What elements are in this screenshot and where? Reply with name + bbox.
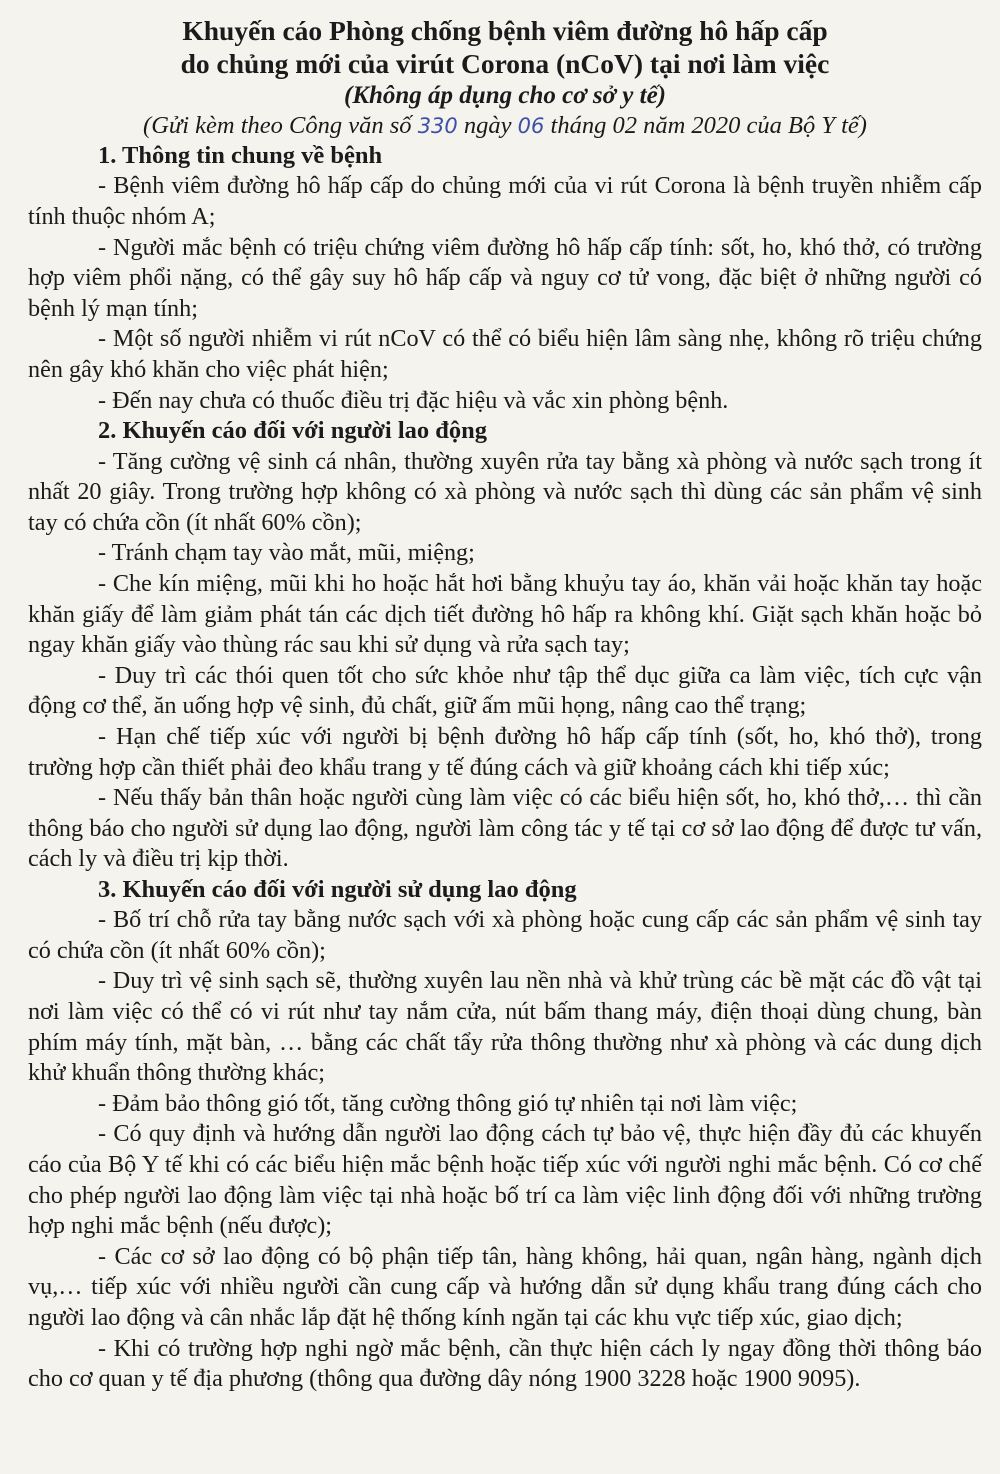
section-3	[28, 875, 982, 1395]
document-title-line2: do chủng mới của virút Corona (nCoV) tại nơi làm việc	[180, 48, 830, 79]
section-heading: 3. Khuyến cáo đối với người sử dụng lao động	[98, 875, 577, 903]
note-prefix: (Gửi kèm theo Công văn số	[143, 112, 412, 139]
paragraph: - Duy trì vệ sinh sạch sẽ, thường xuyên lau nền nhà và khử trùng các bề mặt các đồ vật tại nơi làm việc có thể có vi rút như tay nắm cửa, nút bấm thang máy, điện thoại dùng chung, bàn phím máy tính, mặt bàn, … bằng các chất tẩy rửa thông thường như xà phòng và các dung dịch khử khuẩn thông thường khác;	[28, 967, 982, 1087]
paragraph: - Có quy định và hướng dẫn người lao động cách tự bảo vệ, thực hiện đầy đủ các khuyến cáo của Bộ Y tế khi có các biểu hiện mắc bệnh hoặc tiếp xúc với người nghi mắc bệnh. Có cơ chế cho phép người lao động làm việc tại nhà hoặc bố trí ca làm việc linh động đối với những trường hợp nghi mắc bệnh (nếu được);	[28, 1120, 982, 1240]
note-suffix: tháng 02 năm 2020 của Bộ Y tế)	[550, 112, 867, 139]
paragraph: - Khi có trường hợp nghi ngờ mắc bệnh, cần thực hiện cách ly ngay đồng thời thông báo cho cơ quan y tế địa phương (thông qua đường dây nóng 1900 3228 hoặc 1900 9095).	[28, 1334, 982, 1393]
paragraph: - Người mắc bệnh có triệu chứng viêm đường hô hấp cấp tính: sốt, ho, khó thở, có trường hợp viêm phổi nặng, có thể gây suy hô hấp cấp và nguy cơ tử vong, đặc biệt ở những người có bệnh lý mạn tính;	[28, 233, 982, 322]
paragraph: - Che kín miệng, mũi khi ho hoặc hắt hơi bằng khuỷu tay áo, khăn vải hoặc khăn tay hoặc khăn giấy để làm giảm phát tán các dịch tiết đường hô hấp ra không khí. Giặt sạch khăn hoặc bỏ ngay khăn giấy vào thùng rác sau khi sử dụng và rửa sạch tay;	[28, 569, 982, 659]
paragraph: - Các cơ sở lao động có bộ phận tiếp tân, hàng không, hải quan, ngân hàng, ngành dịch vụ,… tiếp xúc với nhiều người cần cung cấp và hướng dẫn sử dụng khẩu trang đúng cách cho người lao động và cân nhắc lắp đặt hệ thống kính ngăn tại các khu vực tiếp xúc, giao dịch;	[28, 1242, 982, 1331]
document-reference-note	[28, 111, 982, 141]
section-heading: 2. Khuyến cáo đối với người lao động	[98, 417, 487, 445]
section-2	[28, 416, 982, 875]
paragraph: - Bệnh viêm đường hô hấp cấp do chủng mới của vi rút Corona là bệnh truyền nhiễm cấp tính thuộc nhóm A;	[28, 172, 982, 230]
document-subtitle: (Không áp dụng cho cơ sở y tế)	[344, 82, 666, 109]
paragraph: - Tăng cường vệ sinh cá nhân, thường xuyên rửa tay bằng xà phòng và nước sạch trong ít nhất 20 giây. Trong trường hợp không có xà phòng và nước sạch thì dùng các sản phẩm vệ sinh tay có chứa cồn (ít nhất 60% cồn);	[28, 447, 982, 536]
note-day-handwritten: 06	[517, 114, 545, 138]
section-heading: 1. Thông tin chung về bệnh	[98, 142, 383, 169]
note-number-handwritten: 330	[417, 114, 458, 138]
paragraph: - Hạn chế tiếp xúc với người bị bệnh đường hô hấp cấp tính (sốt, ho, khó thở), trong trường hợp cần thiết phải đeo khẩu trang y tế đúng cách và giữ khoảng cách khi tiếp xúc;	[28, 722, 982, 781]
paragraph: - Đến nay chưa có thuốc điều trị đặc hiệu và vắc xin phòng bệnh.	[98, 386, 729, 414]
paragraph: - Một số người nhiễm vi rút nCoV có thể có biểu hiện lâm sàng nhẹ, không rõ triệu chứng nên gây khó khăn cho việc phát hiện;	[28, 325, 982, 383]
paragraph: - Bố trí chỗ rửa tay bằng nước sạch với xà phòng hoặc cung cấp các sản phẩm vệ sinh tay có chứa cồn (ít nhất 60% cồn);	[28, 906, 982, 964]
paragraph: - Duy trì các thói quen tốt cho sức khỏe như tập thể dục giữa ca làm việc, tích cực vận động cơ thể, ăn uống hợp vệ sinh, đủ chất, giữ ấm mũi họng, nâng cao thể trạng;	[28, 661, 982, 720]
paragraph: - Nếu thấy bản thân hoặc người cùng làm việc có các biểu hiện sốt, ho, khó thở,… thì cần thông báo cho người sử dụng lao động, người làm công tác y tế tại cơ sở lao động để được tư vấn, cách ly và điều trị kịp thời.	[28, 784, 982, 873]
note-middle: ngày	[463, 112, 512, 139]
section-1	[28, 141, 982, 416]
document-title-line1: Khuyến cáo Phòng chống bệnh viêm đường hô hấp cấp	[182, 15, 828, 46]
paragraph: - Tránh chạm tay vào mắt, mũi, miệng;	[98, 539, 475, 567]
paragraph: - Đảm bảo thông gió tốt, tăng cường thông gió tự nhiên tại nơi làm việc;	[98, 1089, 798, 1117]
